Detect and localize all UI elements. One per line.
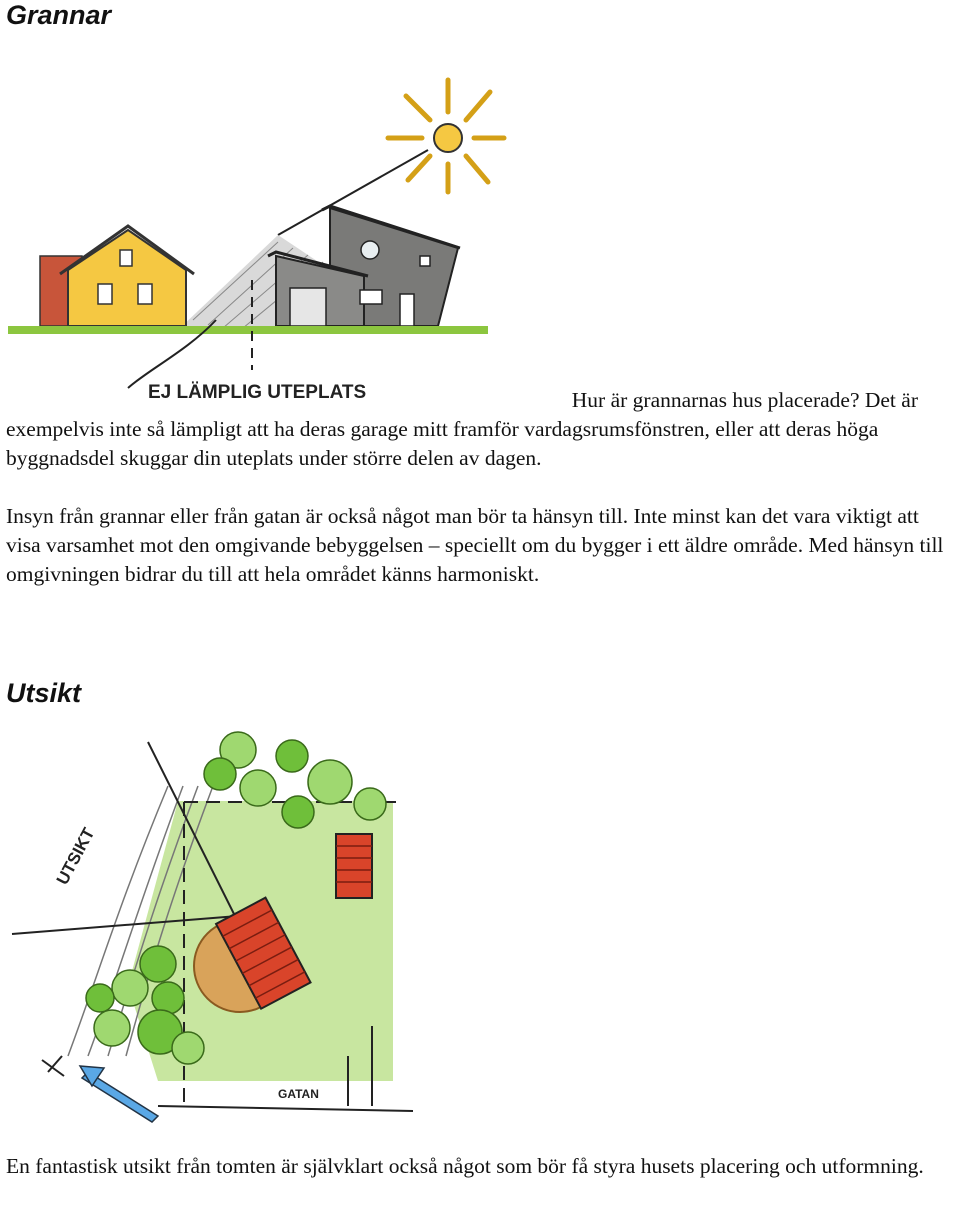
site-plan-illustration (8, 726, 428, 1126)
figure-caption-unsuitable-patio: EJ LÄMPLIG UTEPLATS (148, 382, 367, 403)
grass-strip (8, 326, 488, 334)
paragraph-view: En fantastisk utsikt från tomten är självklart också något som bör få styra husets placering och utformning. (6, 1154, 924, 1178)
figure-label-view: UTSIKT (52, 824, 99, 888)
paragraph-neighbours-rest: exempelvis inte så lämpligt att ha deras garage mitt framför vardagsrumsfönstren, eller att deras höga byggnadsdel skuggar din uteplats under större delen av dagen. (6, 417, 879, 470)
heading-grannar: Grannar (6, 0, 112, 30)
sun-icon (388, 80, 504, 192)
north-arrow-icon (42, 1056, 158, 1122)
yellow-house (60, 226, 194, 326)
heading-utsikt: Utsikt (6, 678, 82, 708)
paragraph-neighbours-line1: Hur är grannarnas hus placerade? Det är (571, 388, 918, 412)
figure-label-street: GATAN (278, 1087, 319, 1101)
neighbours-illustration (8, 70, 508, 410)
outbuilding-roof (336, 834, 372, 898)
paragraph-privacy: Insyn från grannar eller från gatan är också något man bör ta hänsyn till. Inte minst kan det vara viktigt att visa varsamhet mot den omgivande bebyggelsen – speciellt om du bygger i ett äldre område. Med hänsyn till omgivningen bidrar du till att hela området känns harmoniskt. (6, 504, 944, 586)
